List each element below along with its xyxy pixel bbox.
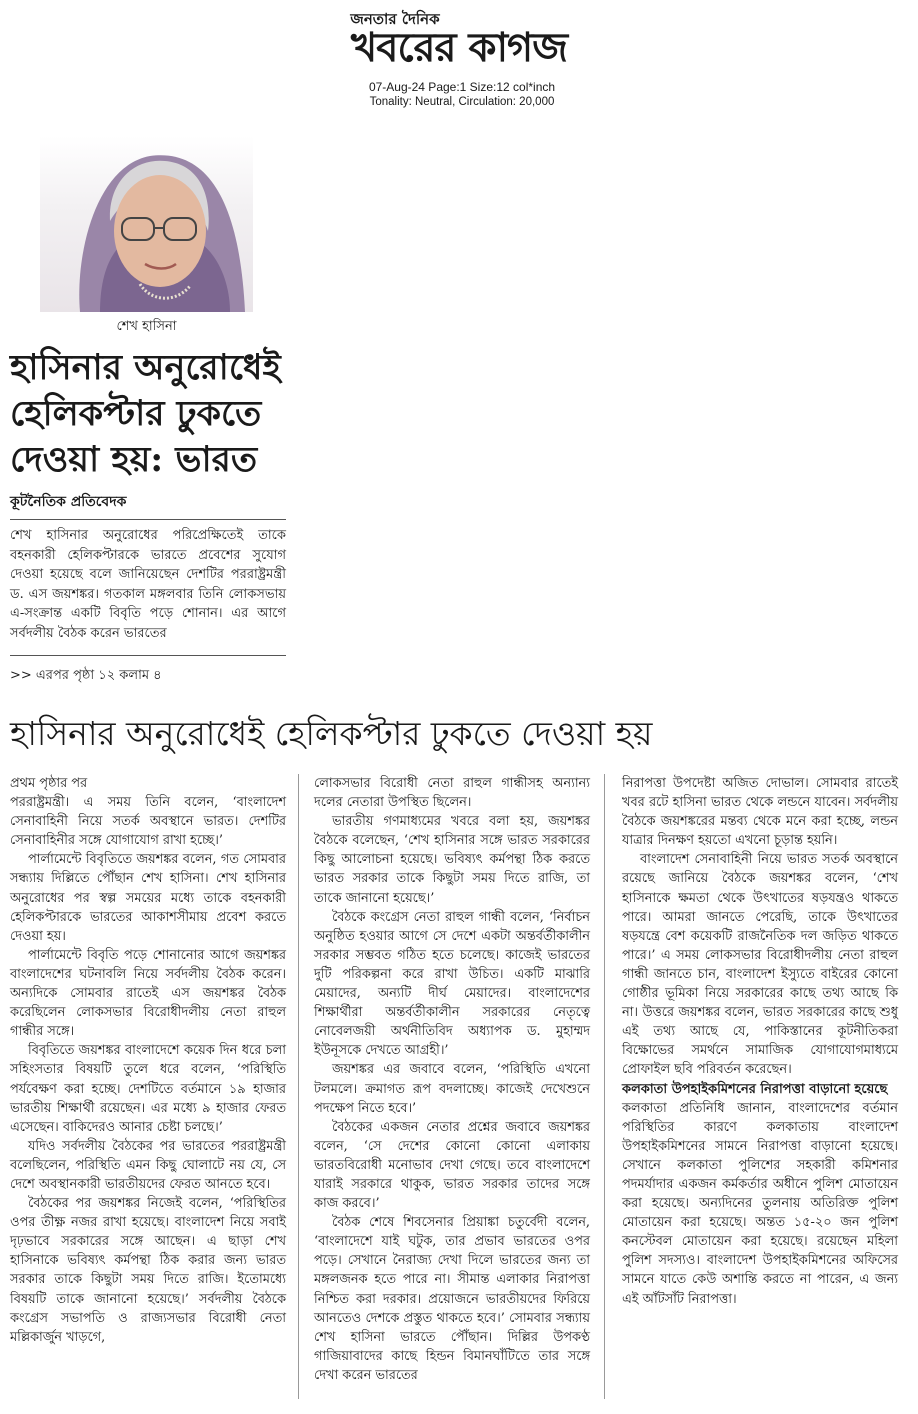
paragraph: বৈঠকের পর জয়শঙ্কর নিজেই বলেন, ‘পরিস্থিতির ওপর তীক্ষ্ণ নজর রাখা হয়েছে। বাংলাদেশ নিয়ে সবাই দৃঢ়ভাবে সরকারের সঙ্গে আছেন। এ ছাড়া শেখ হাসিনাকে ভবিষ্যৎ কর্মপন্থা ঠিক করার জন্য ভারত সরকার তাকে কিছুটা সময় দিতে রাজি। ইতোমধ্যে বিষয়টি তাকে জানানো হয়েছে।’ সর্বদলীয় বৈঠকে কংগ্রেস সভাপতি ও রাজ্যসভার বিরোধী নেতা মল্লিকার্জুন খাড়গে, [10,1196,286,1345]
photo-caption: শেখ হাসিনা [116,319,177,334]
portrait-photo [40,136,253,312]
paragraph: বৈঠক শেষে শিবসেনার প্রিয়াঙ্কা চতুর্বেদী বলেন, ‘বাংলাদেশে যাই ঘটুক, তার প্রভাব ভারতের ওপর পড়ে। সেখানে নৈরাজ্য দেখা দিলে ভারতের জন্য তা মঙ্গলজনক হতে পারে না। সীমান্ত এলাকার নিরাপত্তা নিশ্চিত করা দরকার। প্রয়োজনে ভারতীয়দের ফিরিয়ে আনতেও দেশকে প্রস্তুত থাকতে হবে।’ সোমবার সন্ধ্যায় শেখ হাসিনা ভারতে পৌঁছান। দিল্লির উপকণ্ঠ গাজিয়াবাদের কাছে হিন্ডন বিমানঘাঁটিতে তার সঙ্গে দেখা করেন ভারতের [314,1215,590,1383]
continued-headline: হাসিনার অনুরোধেই হেলিকপ্টার ঢুকতে দেওয়া হয় [10,714,653,753]
clipping-tonality-circulation: Tonality: Neutral, Circulation: 20,000 [369,96,555,108]
divider [10,655,286,656]
jump-label: প্রথম পৃষ্ঠার পর [10,776,88,791]
masthead-tagline: জনতার দৈনিক [350,10,440,28]
lead-paragraph: শেখ হাসিনার অনুরোধের পরিপ্রেক্ষিতেই তাকে বহনকারী হেলিকপ্টারকে ভারতে প্রবেশের সুযোগ দেওয়া হয়েছে বলে জানিয়েছেন দেশটির পররাষ্ট্রমন্ত্রী ড. এস জয়শঙ্কর। গতকাল মঙ্গলবার তিনি লোকসভায় এ-সংক্রান্ত একটি বিবৃতি পড়ে শোনান। এর আগে সর্বদলীয় বৈঠক করেন ভারতের [10,528,286,641]
continuation-note: >> এরপর পৃষ্ঠা ১২ কলাম ৪ [10,668,162,683]
paragraph: কলকাতা প্রতিনিধি জানান, বাংলাদেশের বর্তমান পরিস্থিতির কারণে কলকাতায় বাংলাদেশ উপহাইকমিশনের সামনে নিরাপত্তা বাড়ানো হয়েছে। সেখানে কলকাতা পুলিশের সহকারী কমিশনার পদমর্যাদার একজন কর্মকর্তার অধীনে পুলিশ মোতায়েন করা হয়েছে। অন্যদিনের তুলনায় অতিরিক্ত পুলিশ মোতায়েন করা হয়েছে। অন্তত ১৫-২০ জন পুলিশ কনস্টেবল মোতায়েন করা হয়েছে। রয়েছেন মহিলা পুলিশ সদস্যও। বাংলাদেশ উপহাইকমিশনের অফিসের সামনে যাতে কেউ অশান্তি করতে না পারেন, এ জন্য এই আঁটসাঁট নিরাপত্তা। [622,1100,898,1307]
clipping-date-size: 07-Aug-24 Page:1 Size:12 col*inch [368,80,556,94]
paragraph: বৈঠকের একজন নেতার প্রশ্নের জবাবে জয়শঙ্কর বলেন, ‘সে দেশের কোনো কোনো এলাকায় ভারতবিরোধী মনোভাব দেখা গেছে। তবে বাংলাদেশে যারাই সরকারে থাকুক, ভারত সরকার তাদের সঙ্গে কাজ করবে।’ [314,1119,590,1212]
article-column-2 [314,774,590,1385]
paragraph: লোকসভার বিরোধী নেতা রাহুল গান্ধীসহ অন্যান্য দলের নেতারা উপস্থিত ছিলেন। [314,776,590,811]
paragraph: পররাষ্ট্রমন্ত্রী। এ সময় তিনি বলেন, ‘বাংলাদেশ সেনাবাহিনী নিয়ে সতর্ক অবস্থানে ভারত। দেশটির সেনাবাহিনীর সঙ্গে যোগাযোগ রাখা হচ্ছে।’ [10,795,286,849]
paragraph: নিরাপত্তা উপদেষ্টা অজিত দোভাল। সোমবার রাতেই খবর রটে হাসিনা ভারত থেকে লন্ডনে যাবেন। সর্বদলীয় বৈঠকে জয়শঙ্করের মন্তব্য থেকে মনে করা হচ্ছে, লন্ডন যাত্রার দিনক্ষণ হয়তো এখনো চূড়ান্ত হয়নি। [622,776,898,849]
portrait-illustration [40,136,253,312]
byline: কূটনৈতিক প্রতিবেদক [10,494,127,510]
paragraph: যদিও সর্বদলীয় বৈঠকের পর ভারতের পররাষ্ট্রমন্ত্রী বলেছিলেন, পরিস্থিতি এমন কিছু ঘোলাটে নয় যে, সে দেশে অবস্থানকারী ভারতীয়দের ফেরত আনতে হবে। [10,1138,286,1192]
paragraph: জয়শঙ্কর এর জবাবে বলেন, ‘পরিস্থিতি এখনো টলমলে। ক্রমাগত রূপ বদলাচ্ছে। কাজেই দেখেশুনে পদক্ষেপ নিতে হবে।’ [314,1062,590,1116]
lead-headline: হাসিনার অনুরোধেই হেলিকপ্টার ঢুকতে দেওয়া হয়: ভারত [10,347,281,480]
article-column-3 [622,774,898,1309]
article-column-1 [10,774,286,1347]
paragraph: পার্লামেন্টে বিবৃতি পড়ে শোনানোর আগে জয়শঙ্কর বাংলাদেশের ঘটনাবলি নিয়ে সর্বদলীয় বৈঠক করেন। অন্যদিকে সোমবার রাতেই এস জয়শঙ্কর বৈঠক করেছিলেন লোকসভার বিরোধীদলীয় নেতা রাহুল গান্ধীর সঙ্গে। [10,947,286,1040]
paragraph: বিবৃতিতে জয়শঙ্কর বাংলাদেশে কয়েক দিন ধরে চলা সহিংসতার বিষয়টি তুলে ধরে বলেন, ‘পরিস্থিতি পর্যবেক্ষণ করা হচ্ছে। দেশটিতে বর্তমানে ১৯ হাজার ভারতীয় শিক্ষার্থী রয়েছেন। এর মধ্যে ৯ হাজার ফেরত এসেছেন। বাকিদেরও আনার চেষ্টা চলছে।’ [10,1043,286,1135]
paragraph: ভারতীয় গণমাধ্যমের খবরে বলা হয়, জয়শঙ্কর বৈঠকে বলেছেন, ‘শেখ হাসিনার সঙ্গে ভারত সরকারের কিছু আলোচনা হয়েছে। ভবিষ্যৎ কর্মপন্থা ঠিক করতে ভারত সরকার তাকে কিছুটা সময় দিতে রাজি, তা তাকে জানানো হয়েছে।’ [314,814,590,906]
paragraph: পার্লামেন্টে বিবৃতিতে জয়শঙ্কর বলেন, গত সোমবার সন্ধ্যায় দিল্লিতে পৌঁছান শেখ হাসিনা। শেখ হাসিনার অনুরোধের পর স্বল্প সময়ের মধ্যে তাকে বহনকারী হেলিকপ্টারকে ভারতের আকাশসীমায় প্রবেশ করতে দেওয়া হয়। [10,852,286,944]
newspaper-masthead: খবরের কাগজ [350,24,568,71]
column-rule [298,774,299,1399]
divider [10,519,286,520]
paragraph: বৈঠকে কংগ্রেস নেতা রাহুল গান্ধী বলেন, ‘নির্বাচন অনুষ্ঠিত হওয়ার আগে সে দেশে একটা অন্তর্বর্তীকালীন সরকার সম্ভবত গঠিত হতে চলেছে। কাজেই ভারতের দুটি পরিকল্পনা করে রাখা উচিত। একটি মাঝারি মেয়াদের, অন্যটি দীর্ঘ মেয়াদের। বাংলাদেশের শিক্ষার্থীরা অন্তর্বর্তীকালীন সরকারের নেতৃত্বে নোবেলজয়ী অর্থনীতিবিদ অধ্যাপক ড. মুহাম্মদ ইউনূসকে দেখতে আগ্রহী।’ [314,909,590,1059]
subheading: কলকাতা উপহাইকমিশনের নিরাপত্তা বাড়ানো হয়েছে [622,1081,888,1097]
column-rule [604,774,605,1399]
paragraph: বাংলাদেশ সেনাবাহিনী নিয়ে ভারত সতর্ক অবস্থানে রয়েছে জানিয়ে বৈঠকে জয়শঙ্কর বলেন, ‘শেখ হাসিনাকে ক্ষমতা থেকে উৎখাতের ষড়যন্ত্রও থাকতে পারে। আমরা জানতে পেরেছি, তাকে উৎখাতের ষড়যন্ত্রে বেশ কয়েকটি রাজনৈতিক দল জড়িত থাকতে পারে।’ এ সময় লোকসভার বিরোধীদলীয় নেতা রাহুল গান্ধী জানতে চান, বাংলাদেশ ইস্যুতে বাইরের কোনো গোষ্ঠীর ভূমিকা নিয়ে সরকারের কাছে তথ্য আছে কি না। উত্তরে জয়শঙ্কর বলেন, ভারত সরকারের কাছে শুধু এই তথ্য আছে যে, পাকিস্তানের কূটনীতিকরা বিক্ষোভের সমর্থনে সামাজিক যোগাযোগমাধ্যমে প্রোফাইল ছবি পরিবর্তন করেছেন। [622,852,898,1078]
